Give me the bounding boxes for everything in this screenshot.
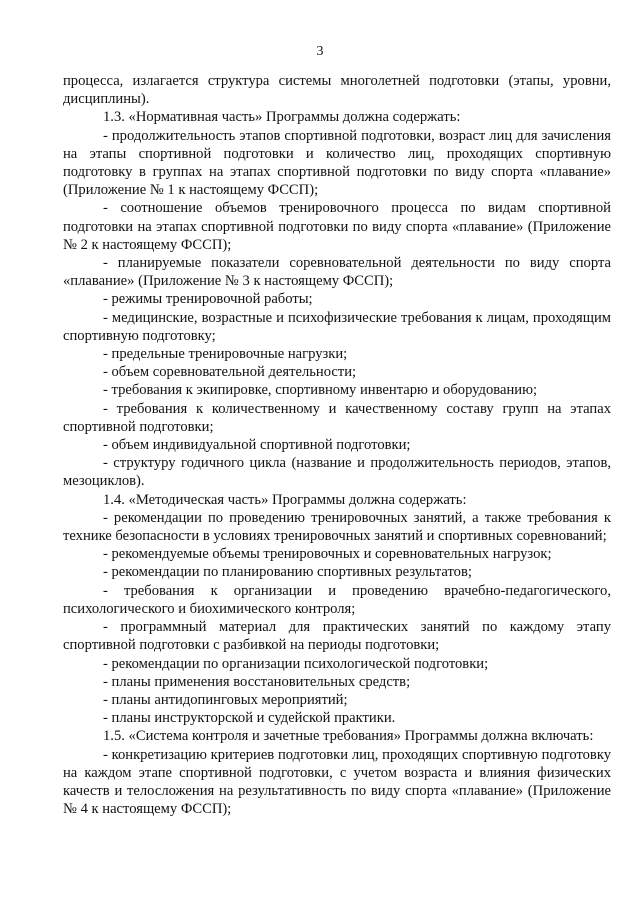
list-item: - планы антидопинговых мероприятий; — [103, 691, 348, 708]
list-item: - требования к организации и проведению врачебно-педагогического, психологического и биохимического контроля; — [63, 582, 611, 617]
list-item: - программный материал для практических занятий по каждому этапу спортивной подготовки с разбивкой на периоды подготовки; — [63, 619, 611, 654]
list-item: - рекомендации по планированию спортивных результатов; — [103, 564, 472, 581]
list-item: - планы инструкторской и судейской практики. — [103, 710, 396, 727]
list-item: - режимы тренировочной работы; — [103, 291, 313, 308]
list-item: - медицинские, возрастные и психофизические требования к лицам, проходящим спортивную подготовку; — [63, 309, 611, 344]
list-item: - планируемые показатели соревновательной деятельности по виду спорта «плавание» (Приложение № 3 к настоящему ФССП); — [63, 255, 611, 290]
list-item: - объем соревновательной деятельности; — [103, 364, 357, 381]
section-heading-1-4: 1.4. «Методическая часть» Программы должна содержать: — [103, 491, 467, 508]
list-item: - структуру годичного цикла (название и продолжительность периодов, этапов, мезоциклов). — [63, 455, 611, 490]
list-item: - рекомендации по проведению тренировочных занятий, а также требования к технике безопасности в условиях тренировочных занятий и спортивных соревнований; — [63, 509, 611, 545]
section-heading-1-3: 1.3. «Нормативная часть» Программы должна содержать: — [103, 109, 461, 126]
list-item: - рекомендуемые объемы тренировочных и соревновательных нагрузок; — [103, 546, 552, 563]
list-item: - объем индивидуальной спортивной подготовки; — [103, 437, 411, 454]
list-item: - конкретизацию критериев подготовки лиц, проходящих спортивную подготовку на каждом этапе спортивной подготовки, с учетом возраста и влияния физических качеств и телосложения на результативность по виду спорта «плавание» (Приложение № 4 к настоящему ФССП); — [63, 746, 611, 818]
section-heading-1-5: 1.5. «Система контроля и зачетные требования» Программы должна включать: — [103, 728, 594, 745]
list-item: - планы применения восстановительных средств; — [103, 673, 411, 690]
paragraph-continuation: процесса, излагается структура системы многолетней подготовки (этапы, уровни, дисциплины). — [63, 73, 611, 108]
list-item: - рекомендации по организации психологической подготовки; — [103, 655, 489, 672]
list-item: - соотношение объемов тренировочного процесса по видам спортивной подготовки на этапах спортивной подготовки по виду спорта «плавание» (Приложение № 2 к настоящему ФССП); — [63, 200, 611, 253]
list-item: - продолжительность этапов спортивной подготовки, возраст лиц для зачисления на этапы спортивной подготовки и количество лиц, проходящих спортивную подготовку в группах на этапах спортивной подготовки по виду спорта «плавание» (Приложение № 1 к настоящему ФССП); — [63, 127, 611, 199]
document-body — [63, 72, 611, 818]
list-item: - требования к количественному и качественному составу групп на этапах спортивной подготовки; — [63, 400, 611, 435]
list-item: - требования к экипировке, спортивному инвентарю и оборудованию; — [103, 382, 538, 399]
page-number: 3 — [316, 44, 324, 59]
list-item: - предельные тренировочные нагрузки; — [103, 346, 348, 363]
